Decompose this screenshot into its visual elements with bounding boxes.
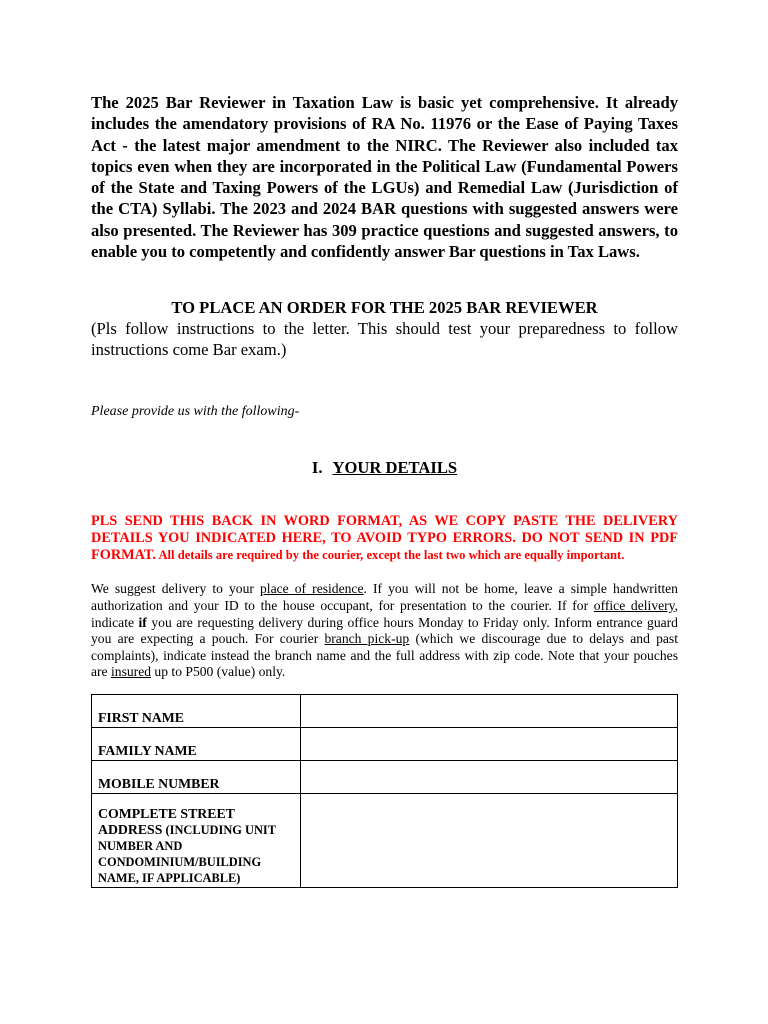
delivery-text: , indicate — [91, 597, 678, 630]
delivery-underline: insured — [111, 664, 152, 680]
mobile-number-label: MOBILE NUMBER — [92, 760, 301, 793]
address-field[interactable] — [301, 793, 678, 887]
details-table — [91, 694, 678, 888]
section-title: YOUR DETAILS — [332, 458, 458, 478]
table-row — [92, 694, 678, 727]
warning-sub: All details are required by the courier, except the last two which are equally important. — [156, 548, 625, 563]
delivery-underline: office delivery — [593, 597, 675, 613]
address-label-main: COMPLETE STREET ADDRESS — [98, 805, 235, 837]
intro-paragraph: The 2025 Bar Reviewer in Taxation Law is basic yet comprehensive. It already includes the amendatory provisions of RA No. 11976 or the Ease of Paying Taxes Act - the latest major amendment to the NIRC. The Reviewer also included tax topics even when they are incorporated in the Political Law (Fundamental Powers of the State and Taxing Powers of the LGUs) and Remedial Law (Jurisdiction of the CTA) Syllabi. The 2023 and 2024 BAR questions with suggested answers were also presented. The Reviewer has 309 practice questions and suggested answers, to enable you to competently and confidently answer Bar questions in Tax Laws. — [91, 93, 678, 262]
warning-main: PLS SEND THIS BACK IN WORD FORMAT, AS WE COPY PASTE THE DELIVERY DETAILS YOU INDICATED HERE, TO AVOID TYPO ERRORS. DO NOT SEND IN PDF FORMAT. — [91, 513, 678, 564]
delivery-underline: place of residence — [260, 581, 364, 597]
delivery-instructions — [91, 581, 678, 681]
provide-prompt: Please provide us with the following- — [91, 404, 300, 420]
mobile-number-field[interactable] — [301, 760, 678, 793]
family-name-label: FAMILY NAME — [92, 727, 301, 760]
table-row — [92, 727, 678, 760]
delivery-text: We suggest delivery to your — [91, 581, 260, 597]
first-name-label: FIRST NAME — [92, 694, 301, 727]
delivery-text: (which we discourage due to delays and past complaints), indicate instead the branch name and the full address with zip code. Note that your pouches are — [91, 631, 678, 680]
address-label — [92, 793, 301, 887]
table-row — [92, 793, 678, 887]
delivery-text: . If you will not be home, leave a simple handwritten authorization and your ID to the house occupant, for presentation to the courier. If for — [91, 581, 678, 613]
delivery-text: you are requesting delivery during office hours Monday to Friday only. Inform entrance guard you are expecting a pouch. For courier — [91, 614, 678, 647]
section-number: I. — [311, 458, 323, 478]
family-name-field[interactable] — [301, 727, 678, 760]
address-label-sub: (INCLUDING UNIT NUMBER AND CONDOMINIUM/BUILDING NAME, IF APPLICABLE) — [98, 822, 276, 885]
table-row — [92, 760, 678, 793]
order-instructions: (Pls follow instructions to the letter. This should test your preparedness to follow instructions come Bar exam.) — [91, 319, 678, 360]
format-warning — [91, 513, 678, 564]
delivery-bold: if — [138, 614, 147, 630]
delivery-text: up to P500 (value) only. — [151, 664, 286, 680]
document-page — [91, 92, 678, 888]
order-heading: TO PLACE AN ORDER FOR THE 2025 BAR REVIEWER — [171, 298, 598, 318]
first-name-field[interactable] — [301, 694, 678, 727]
section-heading — [91, 458, 678, 478]
delivery-underline: branch pick-up — [324, 631, 410, 647]
